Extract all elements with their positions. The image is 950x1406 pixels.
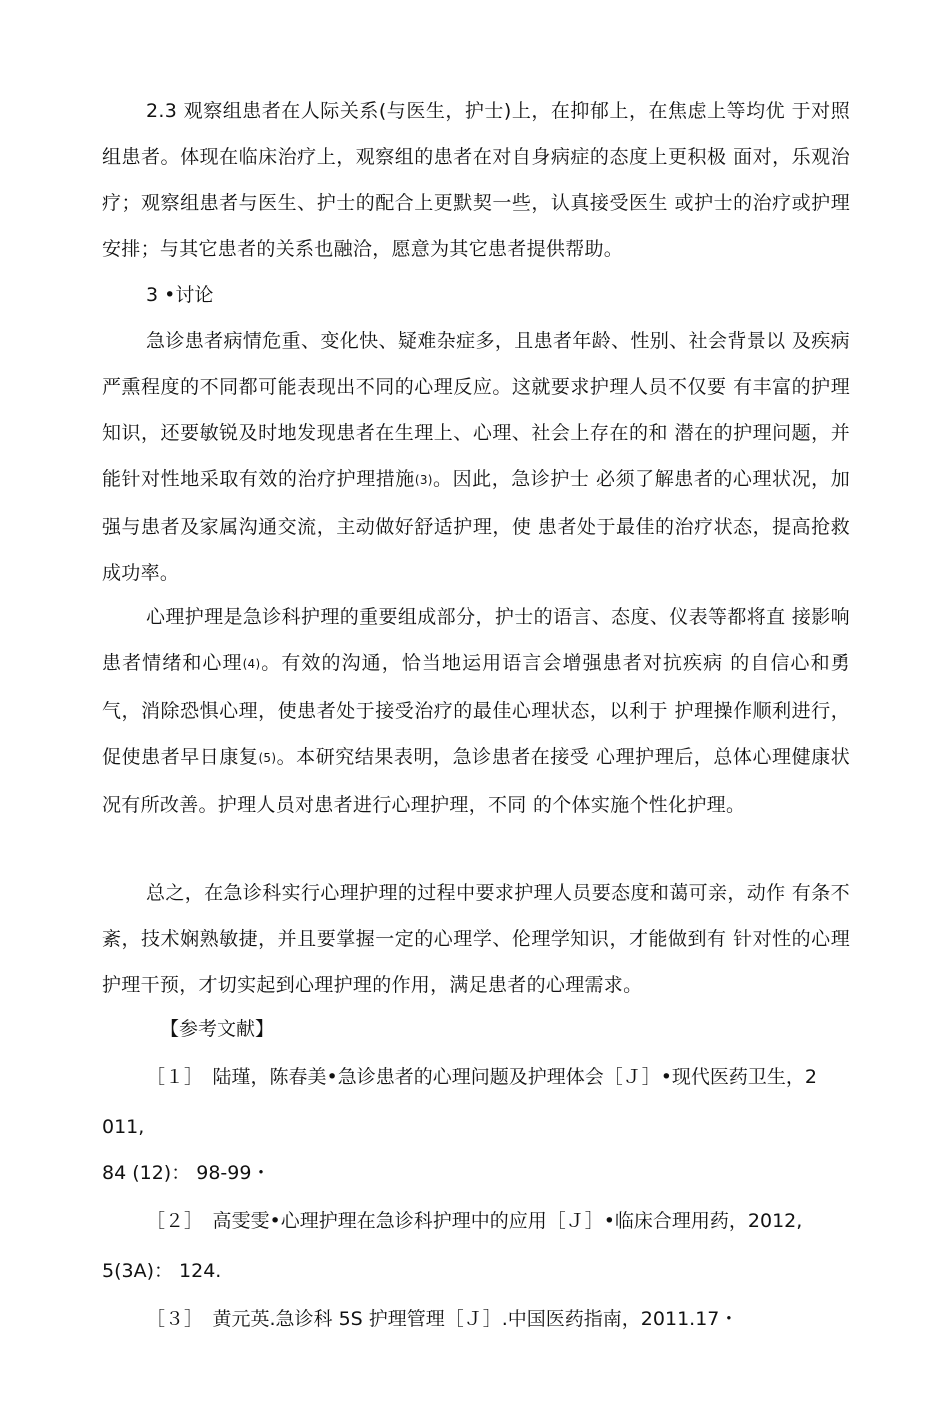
citation-4: (4) (242, 657, 261, 671)
discussion-paragraph-1-text-a: 急诊患者病情危重、变化快、疑难杂症多，且患者年龄、性别、社会背景以 及疾病严熏程度的不同都可能表现出不同的心理反应。这就要求护理人员不仅要 有丰富的护理知识，还要敏锐及时地发现患者在生理上、心理、社会上存在的和 潜在的护理问题，并能针对性地采取有效的治疗护理措施 (102, 330, 850, 490)
reference-1-line-3: 84 (12)： 98-99・ (102, 1162, 271, 1184)
discussion-paragraph-2-text-b: 。有效的沟通，恰当地运用语言会增强患者对抗疾病 的自信心和勇气，消除恐惧心理，使患者处于接受治疗的最佳心理状态，以利于 护理操作顺利进行，促使患者早日康复 (102, 652, 850, 768)
reference-2-line-1: ［２］ 高雯雯•心理护理在急诊科护理中的应用［Ｊ］•临床合理用药，2012, (146, 1210, 803, 1232)
discussion-paragraph-1-text-b: 。因此，急诊护士 必须了解患者的心理状况，加强与患者及家属沟通交流，主动做好舒适护理，使 患者处于最佳的治疗状态，提高抢救成功率。 (102, 468, 851, 584)
reference-1-line-2: 011, (102, 1116, 145, 1138)
discussion-paragraph-3: 总之，在急诊科实行心理护理的过程中要求护理人员要态度和蔼可亲，动作 有条不紊，技术娴熟敏捷，并且要掌握一定的心理学、伦理学知识，才能做到有 针对性的心理护理干预，才切实起到心理护理的作用，满足患者的心理需求。 (102, 882, 850, 996)
discussion-heading: 3 •讨论 (146, 284, 214, 306)
discussion-paragraph-1 (102, 318, 850, 596)
section-2-3-paragraph: 2.3 观察组患者在人际关系(与医生，护士)上，在抑郁上，在焦虑上等均优 于对照组患者。体现在临床治疗上，观察组的患者在对自身病症的态度上更积极 面对，乐观治疗；观察组患者与医生、护士的配合上更默契一些，认真接受医生 或护士的治疗或护理安排；与其它患者的关系也融洽，愿意为其它患者提供帮助。 (102, 100, 850, 260)
citation-5: (5) (258, 751, 277, 765)
reference-1-line-1: ［１］ 陆瑾，陈春美•急诊患者的心理问题及护理体会［Ｊ］•现代医药卫生，2 (146, 1066, 818, 1088)
citation-3: (3) (414, 473, 433, 487)
discussion-paragraph-2-text-a: 心理护理是急诊科护理的重要组成部分，护士的语言、态度、仪表等都将直 接影响患者情绪和心理 (102, 606, 850, 674)
reference-2-line-2: 5(3A)： 124. (102, 1260, 222, 1282)
reference-3-line-1: ［３］ 黄元英.急诊科 5S 护理管理［Ｊ］.中国医药指南，2011.17・ (146, 1308, 739, 1330)
discussion-paragraph-2-text-c: 。本研究结果表明，急诊患者在接受 心理护理后，总体心理健康状况有所改善。护理人员对患者进行心理护理，不同 的个体实施个性化护理。 (102, 746, 850, 816)
discussion-paragraph-2 (102, 594, 850, 828)
references-heading: 【参考文献】 (160, 1018, 275, 1040)
